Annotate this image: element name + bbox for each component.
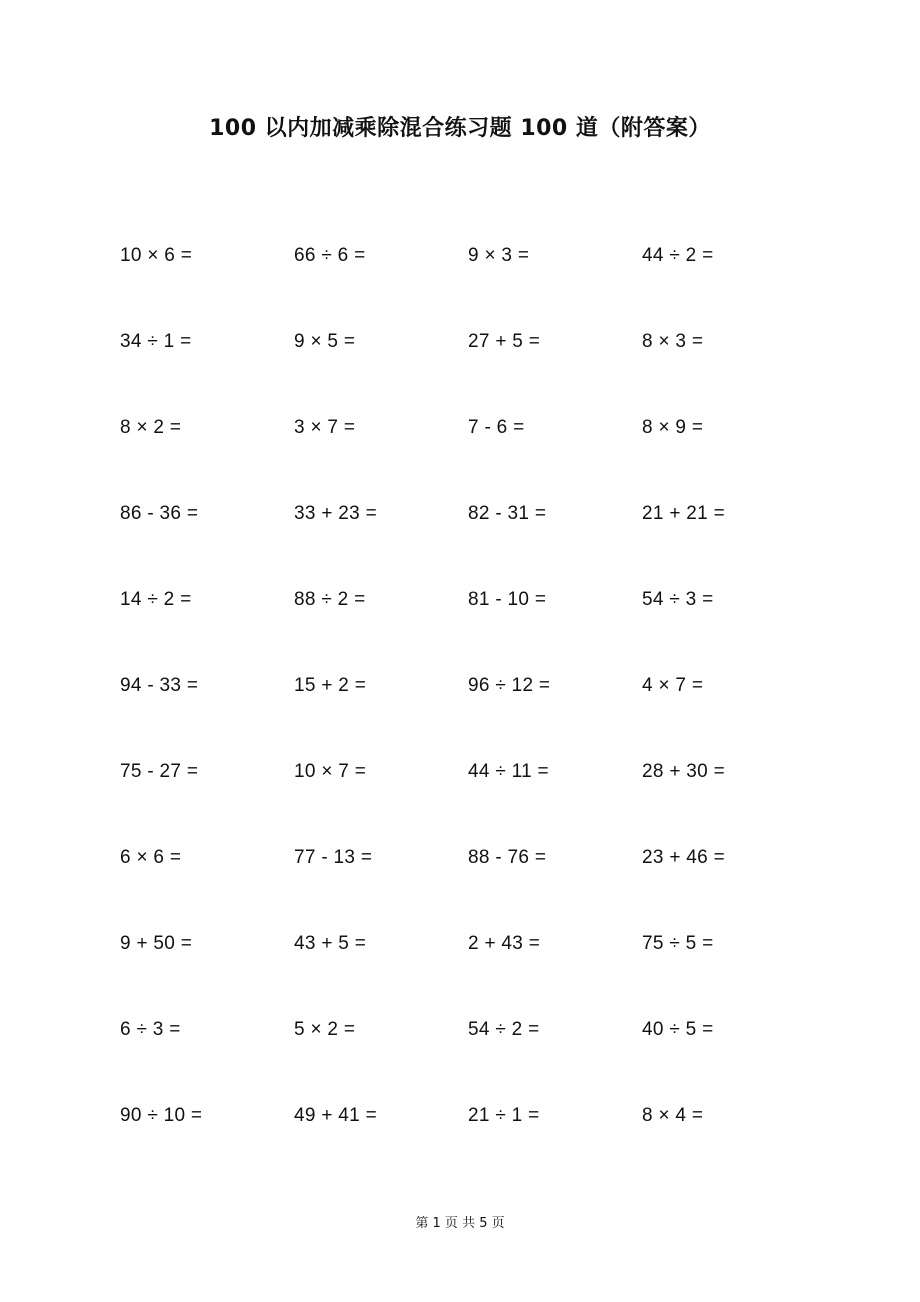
- problem-item: 40 ÷ 5 =: [642, 1019, 714, 1040]
- problem-item: 15 + 2 =: [294, 675, 367, 696]
- problem-item: 88 ÷ 2 =: [294, 589, 366, 610]
- problem-item: 9 × 3 =: [468, 245, 530, 266]
- problem-item: 94 - 33 =: [120, 675, 199, 696]
- problem-item: 9 + 50 =: [120, 933, 193, 954]
- problem-grid: [120, 241, 820, 1187]
- problem-item: 81 - 10 =: [468, 589, 547, 610]
- problem-item: 6 ÷ 3 =: [120, 1019, 181, 1040]
- problem-item: 2 + 43 =: [468, 933, 541, 954]
- problem-item: 82 - 31 =: [468, 503, 547, 524]
- problem-item: 66 ÷ 6 =: [294, 245, 366, 266]
- page-footer: 第 1 页 共 5 页: [415, 1216, 505, 1231]
- problem-item: 43 + 5 =: [294, 933, 367, 954]
- problem-item: 54 ÷ 3 =: [642, 589, 714, 610]
- problem-item: 8 × 4 =: [642, 1105, 704, 1126]
- problem-item: 5 × 2 =: [294, 1019, 356, 1040]
- problem-item: 86 - 36 =: [120, 503, 199, 524]
- problem-item: 90 ÷ 10 =: [120, 1105, 203, 1126]
- problem-item: 44 ÷ 11 =: [468, 761, 549, 782]
- problem-item: 34 ÷ 1 =: [120, 331, 192, 352]
- problem-item: 7 - 6 =: [468, 417, 525, 438]
- page-title: 100 以内加减乘除混合练习题 100 道（附答案）: [209, 116, 711, 141]
- problem-item: 49 + 41 =: [294, 1105, 377, 1126]
- problem-item: 75 ÷ 5 =: [642, 933, 714, 954]
- problem-item: 8 × 9 =: [642, 417, 704, 438]
- problem-item: 10 × 7 =: [294, 761, 367, 782]
- problem-item: 21 ÷ 1 =: [468, 1105, 540, 1126]
- problem-item: 10 × 6 =: [120, 245, 193, 266]
- problem-item: 9 × 5 =: [294, 331, 356, 352]
- problem-item: 8 × 3 =: [642, 331, 704, 352]
- problem-item: 21 + 21 =: [642, 503, 725, 524]
- problem-item: 44 ÷ 2 =: [642, 245, 714, 266]
- problem-item: 77 - 13 =: [294, 847, 373, 868]
- problem-item: 14 ÷ 2 =: [120, 589, 192, 610]
- problem-item: 96 ÷ 12 =: [468, 675, 551, 696]
- problem-item: 75 - 27 =: [120, 761, 199, 782]
- problem-item: 27 + 5 =: [468, 331, 541, 352]
- problem-item: 54 ÷ 2 =: [468, 1019, 540, 1040]
- problem-item: 88 - 76 =: [468, 847, 547, 868]
- problem-item: 3 × 7 =: [294, 417, 356, 438]
- problem-item: 33 + 23 =: [294, 503, 377, 524]
- problem-item: 4 × 7 =: [642, 675, 704, 696]
- problem-item: 23 + 46 =: [642, 847, 725, 868]
- problem-item: 8 × 2 =: [120, 417, 182, 438]
- problem-item: 6 × 6 =: [120, 847, 182, 868]
- problem-item: 28 + 30 =: [642, 761, 725, 782]
